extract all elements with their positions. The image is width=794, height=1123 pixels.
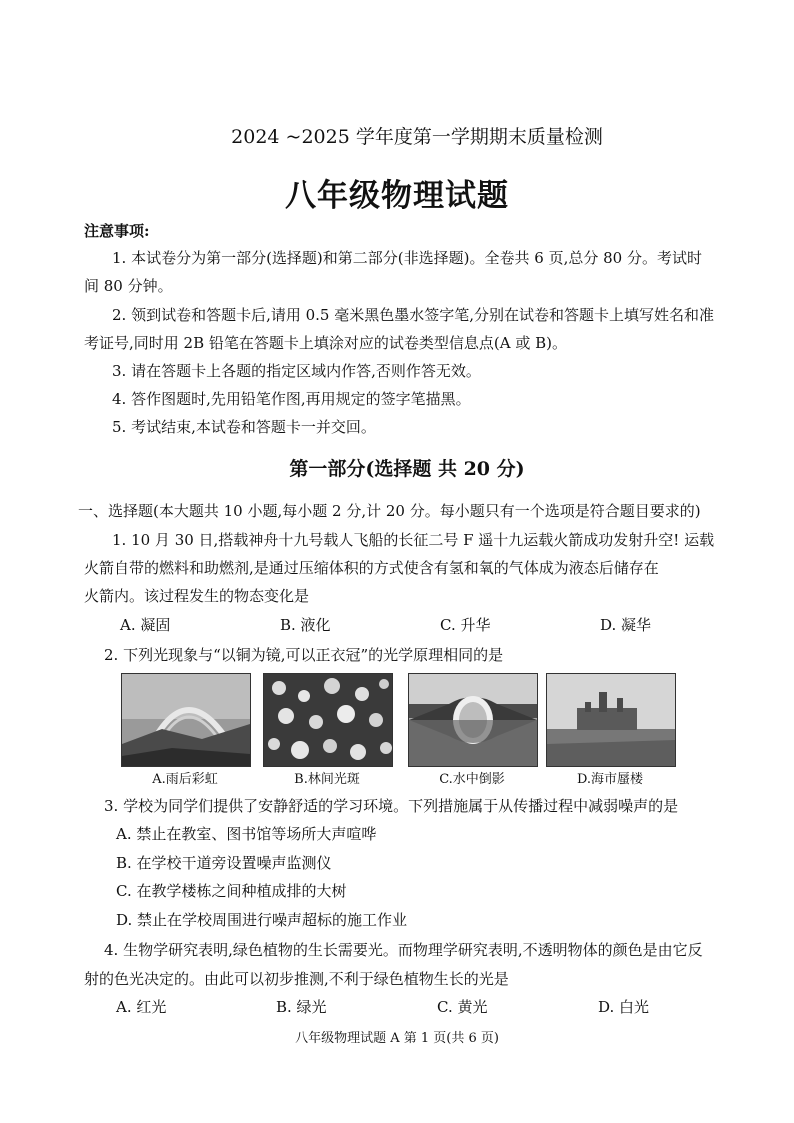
q3-option-c: C. 在教学楼栋之间种植成排的大树 [116,882,347,900]
q1-stem-line: 1. 10 月 30 日,搭载神舟十九号载人飞船的长征二号 F 遥十九运载火箭成功发射升空! 运载 [112,531,715,549]
mirage-photo [546,673,676,767]
q1-stem-line: 火箭自带的燃料和助燃剂,是通过压缩体积的方式使含有氢和氧的气体成为液态后储存在 [84,559,659,577]
q2-caption-b: B.林间光斑 [294,772,360,787]
notice-line: 3. 请在答题卡上各题的指定区域内作答,否则作答无效。 [112,362,481,380]
q4-stem-line: 4. 生物学研究表明,绿色植物的生长需要光。而物理学研究表明,不透明物体的颜色是由它反 [104,941,703,959]
exam-title: 八年级物理试题 [285,178,509,214]
q2-caption-d: D.海市蜃楼 [576,772,644,787]
q1-option-a: A. 凝固 [120,616,171,634]
q3-option-a: A. 禁止在教室、图书馆等场所大声喧哗 [116,825,377,843]
section-instruction: 一、选择题(本大题共 10 小题,每小题 2 分,计 20 分。每小题只有一个选项是符合题目要求的) [78,502,701,520]
q3-option-b: B. 在学校干道旁设置噪声监测仪 [116,854,332,872]
rainbow-photo [121,673,251,767]
water-reflection-bridge-photo [408,673,538,767]
forest-light-spots-photo [263,673,393,767]
q2-caption-c: C.水中倒影 [439,772,505,787]
notice-line: 1. 本试卷分为第一部分(选择题)和第二部分(非选择题)。全卷共 6 页,总分 80 分。考试时 [112,249,702,267]
exam-subtitle: 2024 ~2025 学年度第一学期期末质量检测 [231,126,603,148]
section-title: 第一部分(选择题 共 20 分) [289,458,525,480]
q4-option-a: A. 红光 [116,998,167,1016]
notice-line: 间 80 分钟。 [84,277,173,295]
page-footer: 八年级物理试题 A 第 1 页(共 6 页) [295,1031,499,1046]
notice-line: 2. 领到试卷和答题卡后,请用 0.5 毫米黑色墨水签字笔,分别在试卷和答题卡上填写姓名和准 [112,306,715,324]
q4-option-b: B. 绿光 [276,998,327,1016]
q4-option-d: D. 白光 [598,998,650,1016]
q2-stem: 2. 下列光现象与“以铜为镜,可以正衣冠”的光学原理相同的是 [104,646,504,664]
notice-heading: 注意事项: [84,222,150,240]
q3-stem: 3. 学校为同学们提供了安静舒适的学习环境。下列措施属于从传播过程中减弱噪声的是 [104,797,679,815]
q2-caption-a: A.雨后彩虹 [152,772,218,787]
q1-stem-line: 火箭内。该过程发生的物态变化是 [84,587,310,605]
notice-line: 5. 考试结束,本试卷和答题卡一并交回。 [112,418,376,436]
notice-line: 考证号,同时用 2B 铅笔在答题卡上填涂对应的试卷类型信息点(A 或 B)。 [84,334,567,352]
q1-option-b: B. 液化 [280,616,331,634]
notice-line: 4. 答作图题时,先用铅笔作图,再用规定的签字笔描黑。 [112,390,471,408]
q1-option-d: D. 凝华 [600,616,652,634]
q4-stem-line: 射的色光决定的。由此可以初步推测,不利于绿色植物生长的光是 [84,970,509,988]
q3-option-d: D. 禁止在学校周围进行噪声超标的施工作业 [116,911,408,929]
q1-option-c: C. 升华 [440,616,491,634]
q4-option-c: C. 黄光 [437,998,488,1016]
